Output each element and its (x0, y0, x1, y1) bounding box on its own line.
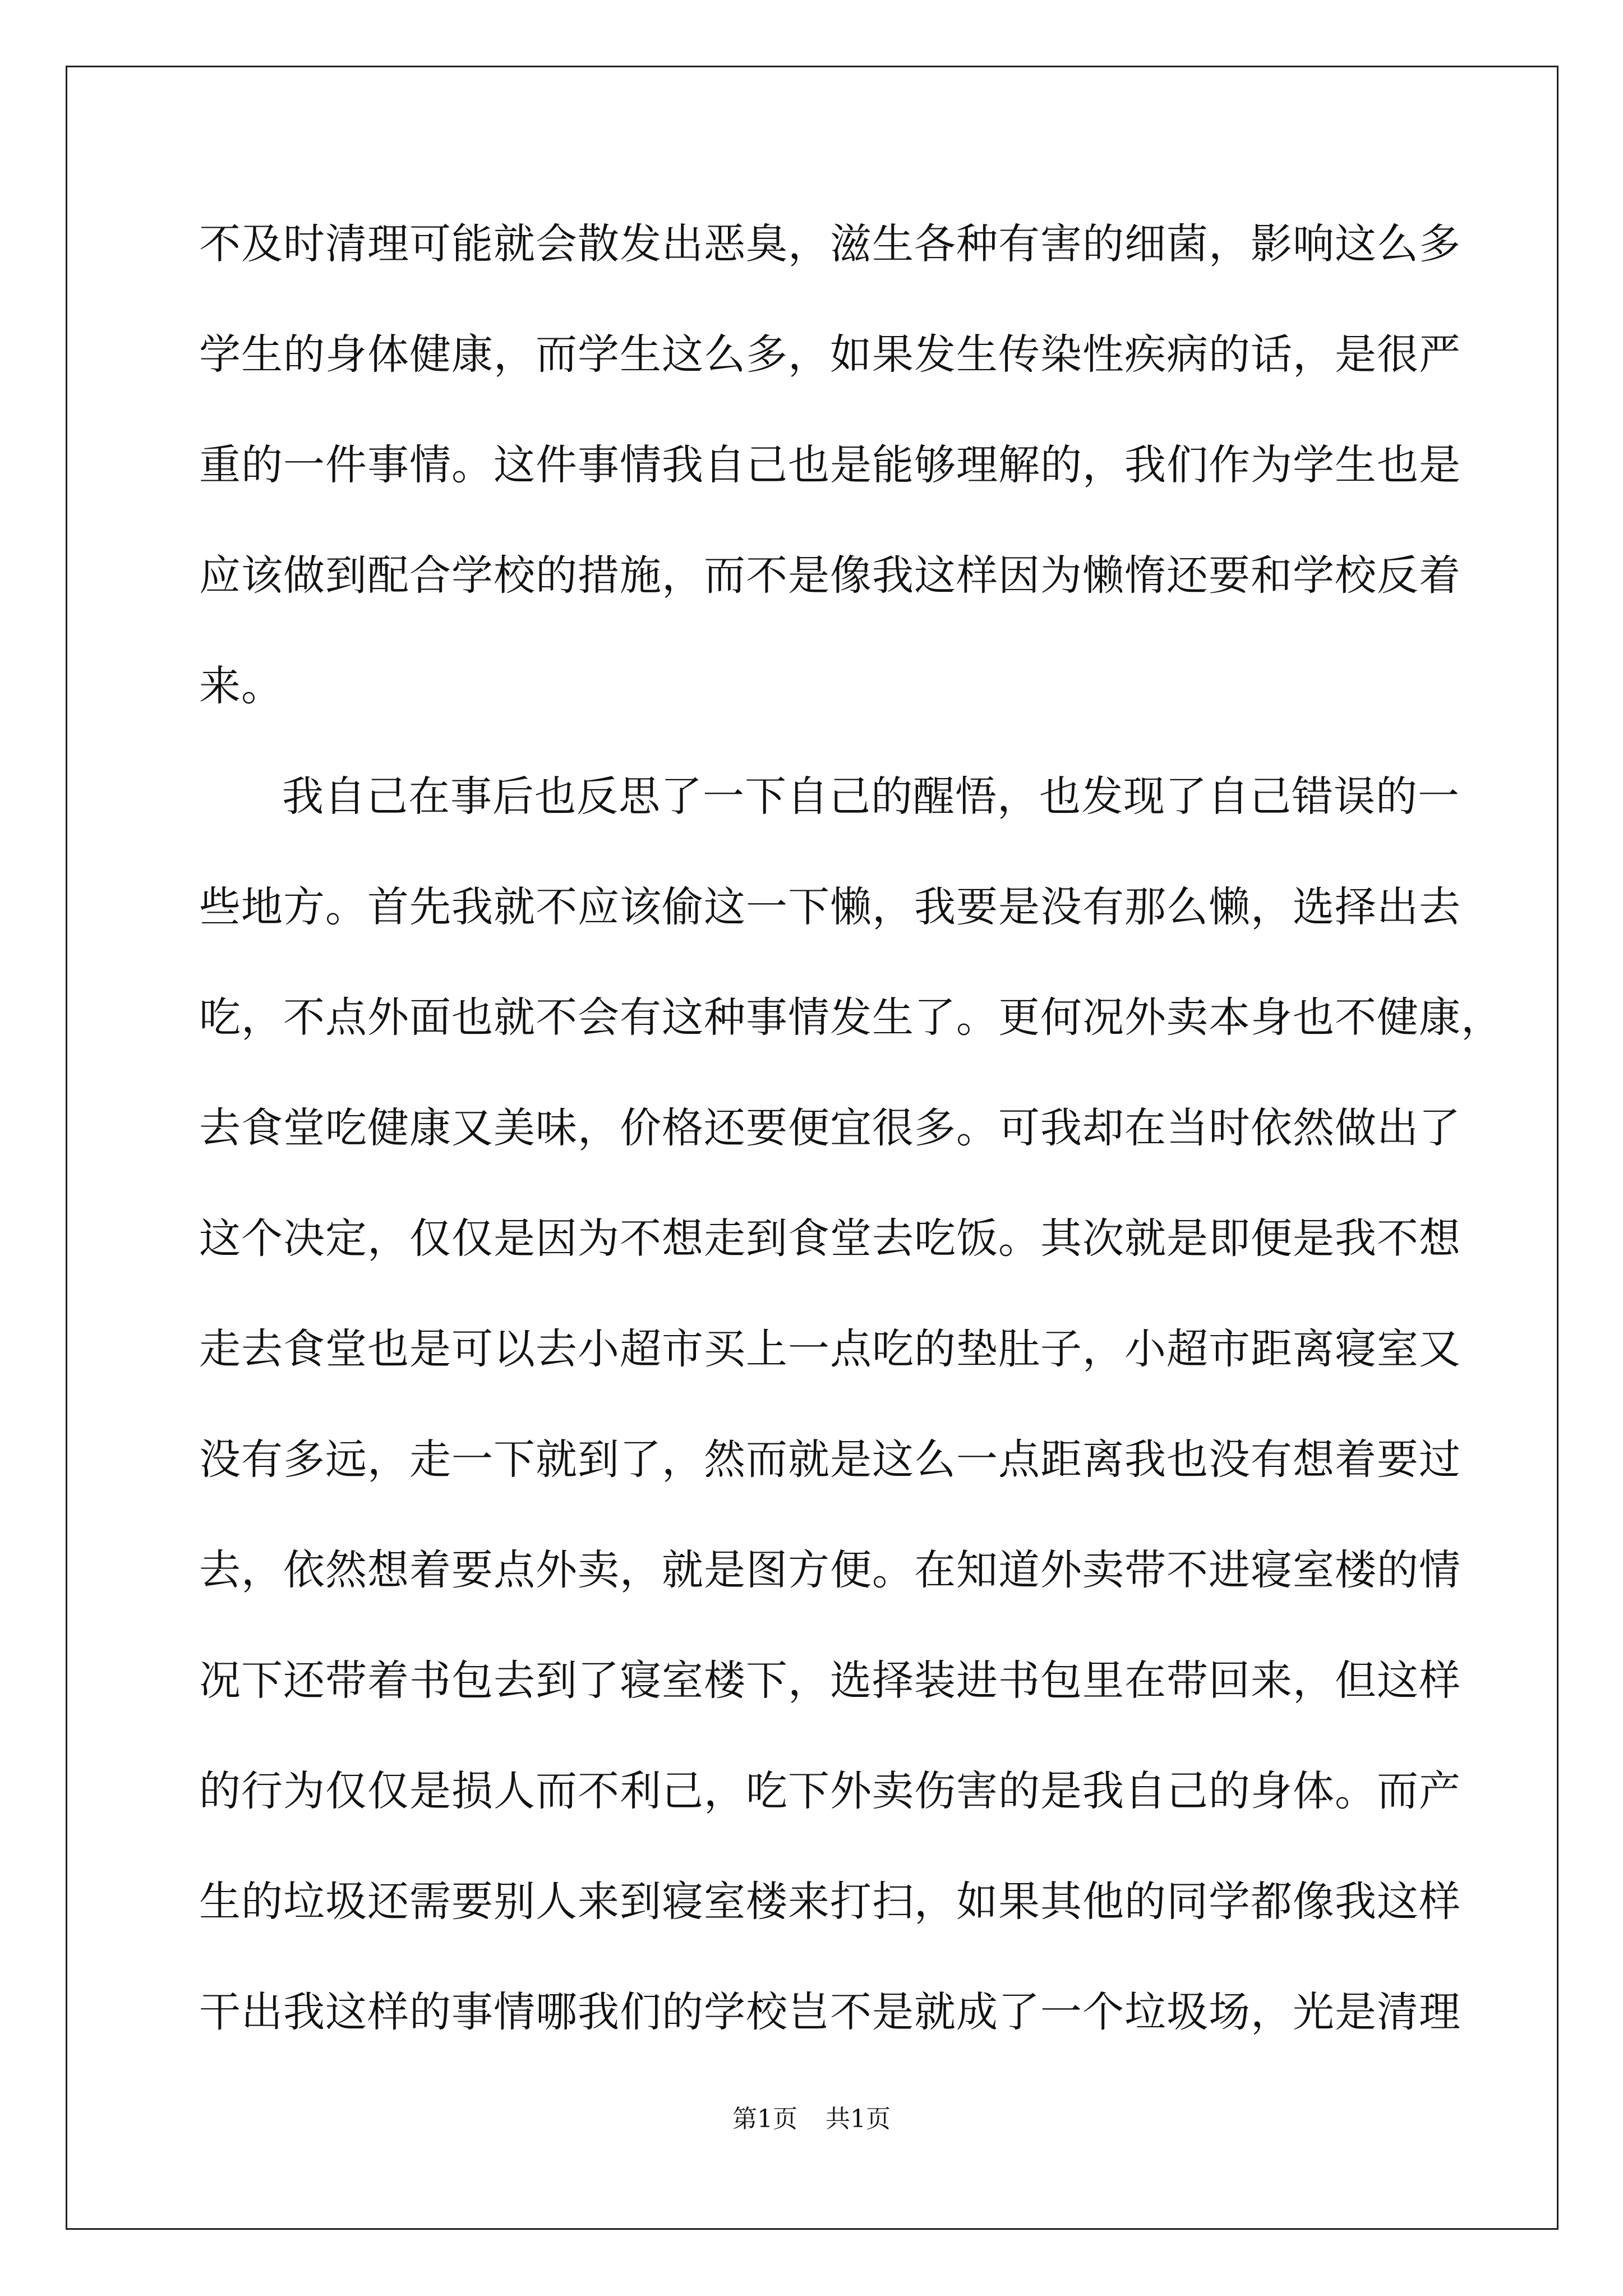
text-line: 的行为仅仅是损人而不利己，吃下外卖伤害的是我自己的身体。而产 (199, 1767, 1461, 1815)
text-line: 来。 (199, 662, 283, 710)
text-line: 去食堂吃健康又美味，价格还要便宜很多。可我却在当时依然做出了 (199, 1104, 1461, 1152)
text-line: 学生的身体健康，而学生这么多，如果发生传染性疾病的话，是很严 (199, 330, 1461, 379)
text-line: 走去食堂也是可以去小超市买上一点吃的垫肚子，小超市距离寝室又 (199, 1325, 1461, 1373)
text-line: 不及时清理可能就会散发出恶臭，滋生各种有害的细菌，影响这么多 (199, 220, 1461, 268)
text-line: 吃，不点外面也就不会有这种事情发生了。更何况外卖本身也不健康， (199, 993, 1503, 1042)
text-line: 没有多远，走一下就到了，然而就是这么一点距离我也没有想着要过 (199, 1435, 1461, 1484)
text-line: 去，依然想着要点外卖，就是图方便。在知道外卖带不进寝室楼的情 (199, 1546, 1461, 1594)
page-total: 共1页 (826, 2105, 891, 2133)
page-number: 第1页 (732, 2105, 797, 2133)
text-line: 生的垃圾还需要别人来到寝室楼来打扫，如果其他的同学都像我这样 (199, 1878, 1461, 1926)
text-line: 重的一件事情。这件事情我自己也是能够理解的，我们作为学生也是 (199, 441, 1461, 489)
page-footer (0, 2102, 1623, 2136)
text-line: 些地方。首先我就不应该偷这一下懒，我要是没有那么懒，选择出去 (199, 883, 1461, 931)
text-line: 这个决定，仅仅是因为不想走到食堂去吃饭。其次就是即便是我不想 (199, 1214, 1461, 1263)
text-line: 应该做到配合学校的措施，而不是像我这样因为懒惰还要和学校反着 (199, 551, 1461, 600)
text-line: 干出我这样的事情哪我们的学校岂不是就成了一个垃圾场，光是清理 (199, 1988, 1461, 2036)
text-line: 况下还带着书包去到了寝室楼下，选择装进书包里在带回来，但这样 (199, 1657, 1461, 1705)
paragraph-first-line: 我自己在事后也反思了一下自己的醒悟，也发现了自己错误的一 (282, 772, 1460, 821)
